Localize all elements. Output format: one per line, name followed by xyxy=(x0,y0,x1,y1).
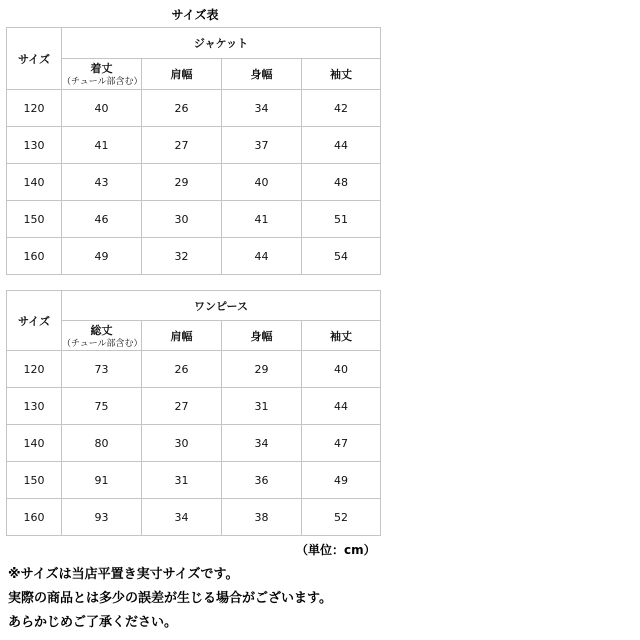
shoulder-cell: 34 xyxy=(142,499,222,536)
column-header-shoulder: 肩幅 xyxy=(142,321,222,351)
column-header-chest: 身幅 xyxy=(222,321,302,351)
size-column-header: サイズ xyxy=(7,291,62,351)
jacket-size-table xyxy=(6,27,381,275)
unit-label: （単位：cm） xyxy=(296,543,376,557)
table-row xyxy=(7,499,381,536)
length-cell: 40 xyxy=(62,90,142,127)
size-cell: 130 xyxy=(7,127,62,164)
chest-cell: 31 xyxy=(222,388,302,425)
chest-cell: 44 xyxy=(222,238,302,275)
shoulder-cell: 26 xyxy=(142,351,222,388)
chest-cell: 34 xyxy=(222,425,302,462)
sleeve-cell: 44 xyxy=(302,127,381,164)
chest-cell: 37 xyxy=(222,127,302,164)
shoulder-cell: 31 xyxy=(142,462,222,499)
length-cell: 93 xyxy=(62,499,142,536)
table-row xyxy=(7,238,381,275)
size-cell: 160 xyxy=(7,238,62,275)
table-row xyxy=(7,127,381,164)
chest-cell: 38 xyxy=(222,499,302,536)
column-header-total-length xyxy=(62,321,142,351)
table-row xyxy=(7,425,381,462)
length-cell: 80 xyxy=(62,425,142,462)
column-header-sleeve: 袖丈 xyxy=(302,59,381,90)
shoulder-cell: 30 xyxy=(142,201,222,238)
shoulder-cell: 27 xyxy=(142,388,222,425)
shoulder-cell: 30 xyxy=(142,425,222,462)
size-cell: 120 xyxy=(7,90,62,127)
size-cell: 140 xyxy=(7,164,62,201)
table-column-header-row xyxy=(7,59,381,90)
note-line: 実際の商品とは多少の誤差が生じる場合がございます。 xyxy=(8,591,332,606)
sleeve-cell: 40 xyxy=(302,351,381,388)
size-column-header: サイズ xyxy=(7,28,62,90)
table-group-header-row xyxy=(7,291,381,321)
length-cell: 91 xyxy=(62,462,142,499)
size-cell: 160 xyxy=(7,499,62,536)
size-cell: 150 xyxy=(7,201,62,238)
column-header-length xyxy=(62,59,142,90)
size-cell: 140 xyxy=(7,425,62,462)
table-row xyxy=(7,462,381,499)
chest-cell: 40 xyxy=(222,164,302,201)
size-cell: 120 xyxy=(7,351,62,388)
length-cell: 41 xyxy=(62,127,142,164)
column-header-label: 総丈 xyxy=(90,323,113,337)
note-line: ※サイズは当店平置き実寸サイズです。 xyxy=(8,567,239,582)
sleeve-cell: 52 xyxy=(302,499,381,536)
chest-cell: 29 xyxy=(222,351,302,388)
length-cell: 75 xyxy=(62,388,142,425)
length-cell: 43 xyxy=(62,164,142,201)
table-row xyxy=(7,201,381,238)
table-row xyxy=(7,388,381,425)
column-header-chest: 身幅 xyxy=(222,59,302,90)
notes xyxy=(8,563,332,635)
column-header-sleeve: 袖丈 xyxy=(302,321,381,351)
chest-cell: 41 xyxy=(222,201,302,238)
column-header-shoulder: 肩幅 xyxy=(142,59,222,90)
size-chart-title: サイズ表 xyxy=(171,8,219,22)
table-group-header-row xyxy=(7,28,381,59)
sleeve-cell: 54 xyxy=(302,238,381,275)
column-header-note: （チュール部含む） xyxy=(62,338,143,349)
shoulder-cell: 29 xyxy=(142,164,222,201)
sleeve-cell: 47 xyxy=(302,425,381,462)
sleeve-cell: 48 xyxy=(302,164,381,201)
column-header-note: （チュール部含む） xyxy=(62,77,143,87)
sleeve-cell: 44 xyxy=(302,388,381,425)
table-row xyxy=(7,164,381,201)
sleeve-cell: 49 xyxy=(302,462,381,499)
chest-cell: 36 xyxy=(222,462,302,499)
dress-group-header: ワンピース xyxy=(62,291,381,321)
table-column-header-row xyxy=(7,321,381,351)
table-row xyxy=(7,90,381,127)
length-cell: 73 xyxy=(62,351,142,388)
table-row xyxy=(7,351,381,388)
note-line: あらかじめご了承ください。 xyxy=(8,615,178,630)
size-cell: 150 xyxy=(7,462,62,499)
column-header-label: 着丈 xyxy=(90,62,113,75)
chest-cell: 34 xyxy=(222,90,302,127)
shoulder-cell: 27 xyxy=(142,127,222,164)
sleeve-cell: 51 xyxy=(302,201,381,238)
length-cell: 49 xyxy=(62,238,142,275)
shoulder-cell: 26 xyxy=(142,90,222,127)
shoulder-cell: 32 xyxy=(142,238,222,275)
length-cell: 46 xyxy=(62,201,142,238)
dress-size-table xyxy=(6,290,381,536)
sleeve-cell: 42 xyxy=(302,90,381,127)
size-cell: 130 xyxy=(7,388,62,425)
jacket-group-header: ジャケット xyxy=(62,28,381,59)
